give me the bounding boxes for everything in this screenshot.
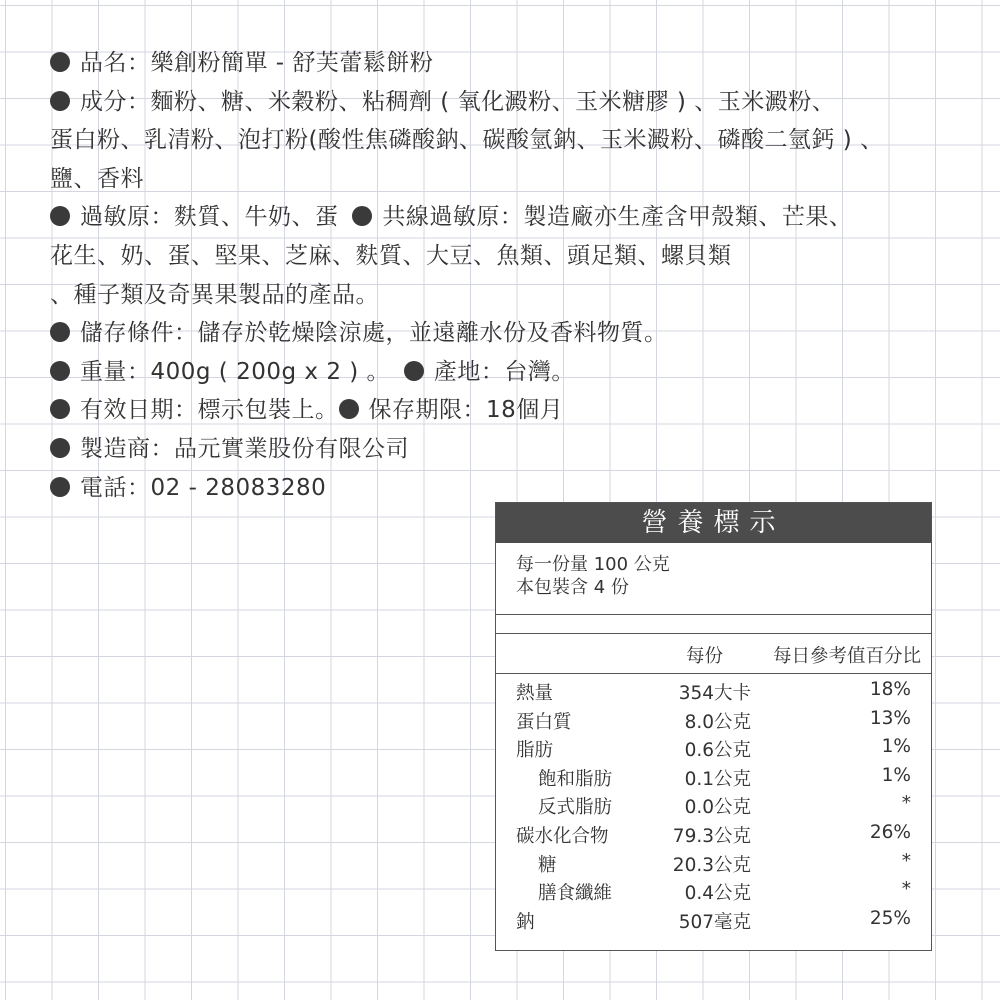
- nutrient-daily-value: *: [901, 793, 911, 815]
- nutrient-name: 熱量: [516, 683, 554, 704]
- col-per-serving: 每份: [685, 646, 723, 667]
- col-daily-value: 每日參考值百分比: [772, 646, 921, 667]
- nutrient-amount: 0.6公克: [684, 740, 751, 762]
- info-line-expiry: [50, 391, 970, 430]
- coline-allergens-text-3: 、種子類及奇異果製品的產品。: [50, 281, 379, 308]
- info-line-weight: [50, 353, 970, 392]
- info-line-ingredients-2: [50, 121, 970, 160]
- info-line-manufacturer: [50, 430, 970, 469]
- nutrient-name: 鈉: [516, 911, 535, 933]
- nutrient-daily-value: 13%: [869, 707, 911, 729]
- storage-text: 儲存條件：儲存於乾燥陰涼處，並遠離水份及香料物質。: [80, 320, 668, 347]
- nutrient-amount: 79.3公克: [672, 825, 751, 847]
- nutrient-name: 糖: [538, 854, 557, 876]
- nutrient-amount: 0.0公克: [684, 797, 751, 819]
- nutrition-facts-table: [495, 502, 932, 951]
- info-line-name: [50, 44, 970, 83]
- phone-text: 電話：02 - 28083280: [80, 474, 327, 501]
- nutrient-amount: 0.1公克: [684, 768, 751, 790]
- serving-size: 每一份量 100 公克: [516, 554, 670, 575]
- spacer: [496, 615, 931, 633]
- bullet-icon: [50, 361, 70, 381]
- nutrient-amount: 8.0公克: [684, 711, 751, 733]
- nutrient-name: 反式脂肪: [538, 797, 613, 819]
- nutrient-name: 飽和脂肪: [538, 768, 613, 790]
- nutrient-amount: 507毫克: [678, 911, 751, 933]
- coline-allergens-text-2: 花生、奶、蛋、堅果、芝麻、麩質、大豆、魚類、頭足類、螺貝類: [50, 242, 732, 269]
- nutrition-title: 營養標示: [496, 503, 931, 543]
- nutrition-header-row: [496, 633, 931, 674]
- info-line-coline-2: [50, 237, 970, 276]
- shelf-life-text: 保存期限：18個月: [368, 397, 564, 424]
- ingredients-text-2: 蛋白粉、乳清粉、泡打粉(酸性焦磷酸鈉、碳酸氫鈉、玉米澱粉、磷酸二氫鈣 ) 、: [50, 127, 884, 154]
- serving-info: [496, 543, 931, 615]
- servings-per-pack: 本包裝含 4 份: [516, 577, 629, 598]
- nutrient-amount: 0.4公克: [684, 883, 751, 905]
- coline-allergens-text: 共線過敏原：製造廠亦生產含甲殼類、芒果、: [382, 204, 853, 231]
- bullet-icon: [50, 52, 70, 72]
- nutrient-daily-value: 18%: [869, 679, 911, 700]
- bullet-icon: [339, 399, 359, 419]
- table-row: [496, 906, 931, 935]
- info-line-ingredients: [50, 83, 970, 122]
- bullet-icon: [50, 322, 70, 342]
- bullet-icon: [352, 206, 372, 226]
- bullet-icon: [50, 438, 70, 458]
- table-row: [496, 820, 931, 849]
- manufacturer-text: 製造商：品元實業股份有限公司: [80, 435, 409, 462]
- nutrient-name: 蛋白質: [516, 711, 572, 733]
- nutrition-rows: [496, 677, 931, 934]
- table-row: [496, 791, 931, 820]
- bullet-icon: [50, 399, 70, 419]
- nutrient-daily-value: 26%: [869, 821, 911, 843]
- bullet-icon: [50, 477, 70, 497]
- nutrient-daily-value: 1%: [881, 736, 911, 758]
- product-info: [50, 44, 970, 507]
- info-line-coline-3: [50, 276, 970, 315]
- table-row: [496, 734, 931, 763]
- table-row: [496, 849, 931, 878]
- table-row: [496, 877, 931, 906]
- nutrient-name: 碳水化合物: [516, 825, 609, 847]
- nutrient-daily-value: *: [901, 879, 911, 901]
- table-row: [496, 706, 931, 735]
- ingredients-text-1: 成分：麵粉、糖、米穀粉、粘稠劑 ( 氧化澱粉、玉米糖膠 ) 、玉米澱粉、: [80, 88, 836, 115]
- info-line-ingredients-3: [50, 160, 970, 199]
- nutrient-daily-value: 25%: [869, 907, 911, 929]
- bullet-icon: [404, 361, 424, 381]
- info-line-storage: [50, 314, 970, 353]
- origin-text: 產地：台灣。: [433, 358, 575, 385]
- product-name: 品名：樂創粉簡單 - 舒芙蕾鬆餅粉: [80, 50, 434, 76]
- table-row: [496, 763, 931, 792]
- bullet-icon: [50, 91, 70, 111]
- nutrient-amount: 20.3公克: [672, 854, 751, 876]
- nutrient-name: 膳食纖維: [538, 883, 613, 905]
- expiry-text: 有效日期：標示包裝上。: [80, 397, 339, 424]
- nutrient-amount: 354大卡: [678, 683, 751, 704]
- nutrient-daily-value: *: [901, 850, 911, 872]
- nutrient-daily-value: 1%: [881, 764, 911, 786]
- bullet-icon: [50, 206, 70, 226]
- weight-text: 重量：400g ( 200g x 2 ) 。: [80, 358, 391, 385]
- info-line-allergens: [50, 198, 970, 237]
- nutrient-name: 脂肪: [516, 740, 554, 762]
- ingredients-text-3: 鹽、香料: [50, 165, 144, 192]
- table-row: [496, 677, 931, 706]
- allergens-text: 過敏原：麩質、牛奶、蛋: [80, 204, 339, 231]
